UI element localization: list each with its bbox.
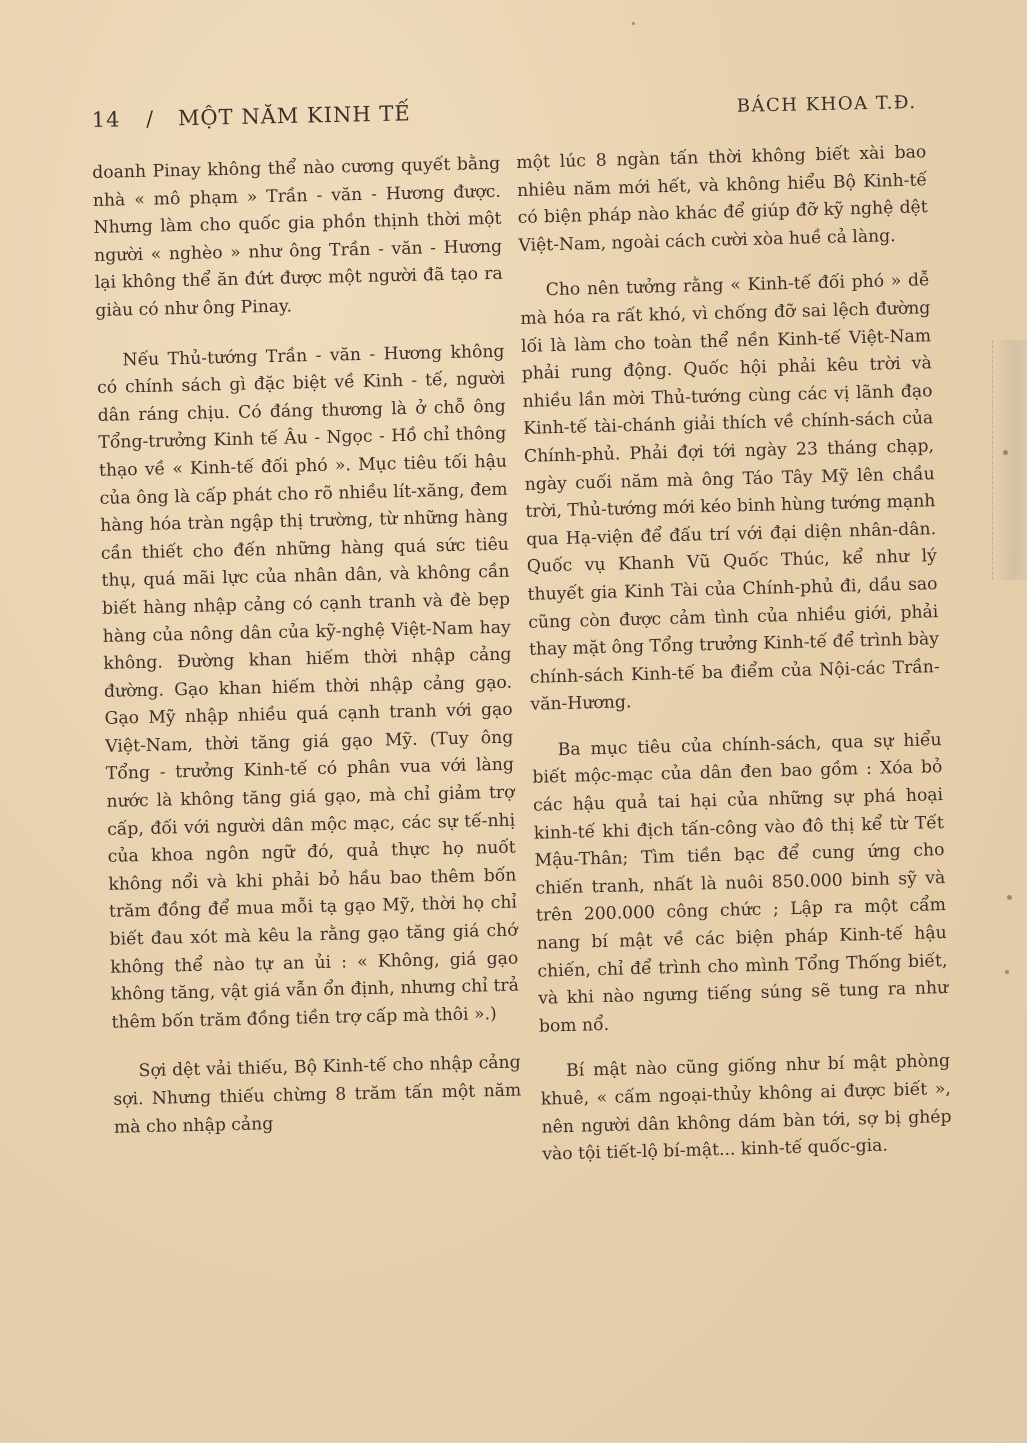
paper-spot	[1003, 450, 1008, 455]
paragraph: một lúc 8 ngàn tấn thời không biết xài bao nhiêu năm mới hết, và không hiểu Bộ Kinh-tế có biện pháp nào khác để giúp đỡ kỹ nghệ dệt Việt-Nam, ngoài cách cười xòa huề cả làng.	[516, 142, 928, 256]
left-column	[92, 151, 523, 1164]
paragraph: Ba mục tiêu của chính-sách, qua sự hiểu biết mộc-mạc của dân đen bao gồm : Xóa bỏ các hậu quả tai hại của những sự phá hoại kinh-tế khi địch tấn-công vào đô thị kể từ Tết Mậu-Thân; Tìm tiền bạc để cung ứng cho chiến tranh, nhất là nuôi 850.000 binh sỹ và trên 200.000 công chức ; Lập ra một cẩm nang bí mật về các biện pháp Kinh-tế hậu chiến, chỉ để trình cho mình Tổng Thống biết, và khi nào ngưng tiếng súng sẽ tung ra như bom nổ.	[532, 729, 949, 1037]
paper-spot	[632, 22, 635, 25]
publication-title: BÁCH KHOA T.Đ.	[736, 92, 917, 117]
paragraph: doanh Pinay không thể nào cương quyết bằng nhà « mô phạm » Trần - văn - Hương được. Nhưng làm cho quốc gia phồn thịnh thời một người « nghèo » như ông Trần - văn - Hương lại không thể ăn đứt được một người đã tạo ra giàu có như ông Pinay.	[92, 153, 503, 321]
paper-spot	[1007, 895, 1012, 900]
paper-spot	[1005, 970, 1009, 974]
header-separator: /	[145, 106, 155, 131]
running-header-left	[91, 101, 410, 132]
paragraph: Cho nên tưởng rằng « Kinh-tế đối phó » dễ mà hóa ra rất khó, vì chống đỡ sai lệch đường lối là làm cho toàn thể nền Kinh-tế Việt-Nam phải rung động. Quốc hội phải kêu trời và nhiều lần mời Thủ-tướng cùng các vị lãnh đạo Kinh-tế tài-chánh giải thích về chính-sách của Chính-phủ. Phải đợi tới ngày 23 tháng chạp, ngày cuối năm mà ông Táo Tây Mỹ lên chầu trời, Thủ-tướng mới kéo binh hùng tướng mạnh qua Hạ-viện để đấu trí với đại diện nhân-dân. Quốc vụ Khanh Vũ Quốc Thúc, kể như lý thuyết gia Kinh Tài của Chính-phủ đi, dầu sao cũng còn được cảm tình của nhiều giới, phải thay mặt ông Tổng trưởng Kinh-tế để trình bày chính-sách Kinh-tế ba điểm của Nội-các Trần-văn-Hương.	[520, 270, 940, 716]
paper-edge-damage	[992, 340, 1027, 580]
paragraph: Sợi dệt vải thiếu, Bộ Kinh-tế cho nhập cảng sợi. Nhưng thiếu chừng 8 trăm tấn một năm mà cho nhập cảng	[113, 1052, 522, 1138]
paragraph: Bí mật nào cũng giống như bí mật phòng khuê, « cấm ngoại-thủy không ai được biết », nên người dân không dám bàn tới, sợ bị ghép vào tội tiết-lộ bí-mật... kinh-tế quốc-gia.	[540, 1051, 952, 1165]
right-column	[516, 139, 953, 1187]
paragraph: Nếu Thủ-tướng Trần - văn - Hương không có chính sách gì đặc biệt về Kinh - tế, người dân ráng chịu. Có đáng thương là ở chỗ ông Tổng-trưởng Kinh tế Âu - Ngọc - Hồ chỉ thông thạo về « Kinh-tế đối phó ». Mục tiêu tối hậu của ông là cấp phát cho rõ nhiều lít-xăng, đem hàng hóa tràn ngập thị trường, từ những hàng cần thiết cho đến những hàng quá sức tiêu thụ, quá mãi lực của nhân dân, và không cần biết hàng nhập cảng có cạnh tranh và đè bẹp hàng của nông dân của kỹ-nghệ Việt-Nam hay không. Đường khan hiếm thời nhập cảng đường. Gạo khan hiếm thời nhập cảng gạo. Gạo Mỹ nhập nhiều quá cạnh tranh với gạo Việt-Nam, thời tăng giá gạo Mỹ. (Tuy ông Tổng - trưởng Kinh-tế có phân vua với làng nước là không tăng giá gạo, mà chỉ giảm trợ cấp, đối với người dân mộc mạc, các sự tế-nhị của khoa ngôn ngữ đó, quả thực họ nuốt không nổi và khi phải bỏ hầu bao thêm bốn trăm đồng để mua mỗi tạ gạo Mỹ, thời họ chỉ biết đau xót mà kêu la rằng gạo tăng giá chớ không thể nào tự an ủi : « Không, giá gạo không tăng, vật giá vẫn ổn định, nhưng chỉ trả thêm bốn trăm đồng tiền trợ cấp mà thôi ».)	[96, 341, 520, 1033]
section-title: MỘT NĂM KINH TẾ	[177, 101, 411, 131]
page-number: 14	[91, 107, 121, 132]
